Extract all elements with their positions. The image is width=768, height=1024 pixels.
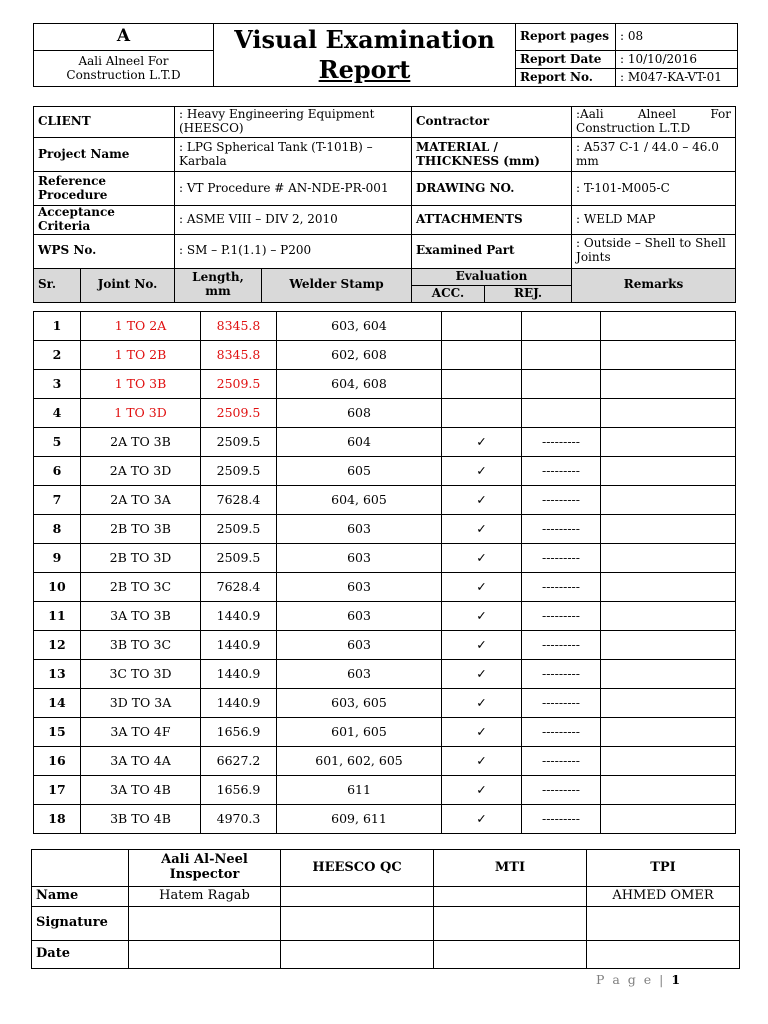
row-sr: 16 [34, 747, 81, 776]
row-acc-checkmark: ✓ [442, 805, 522, 834]
reference-procedure-label: Reference Procedure [34, 172, 175, 206]
row-rej: --------- [522, 457, 601, 486]
row-length: 7628.4 [201, 573, 277, 602]
row-sr: 18 [34, 805, 81, 834]
row-rej: --------- [522, 631, 601, 660]
row-sr: 5 [34, 428, 81, 457]
row-joint-no: 2B TO 3B [81, 515, 201, 544]
row-acc-checkmark: ✓ [442, 486, 522, 515]
table-row [34, 515, 736, 544]
inspector-header-line-2: Inspector [169, 867, 240, 882]
row-rej [522, 399, 601, 428]
heesco-qc-date [281, 941, 434, 969]
table-row [34, 399, 736, 428]
row-acc-checkmark: ✓ [442, 515, 522, 544]
row-rej: --------- [522, 805, 601, 834]
row-length: 8345.8 [201, 341, 277, 370]
table-row [34, 689, 736, 718]
inspector-name: Hatem Ragab [129, 887, 281, 907]
col-header-welder: Welder Stamp [262, 268, 412, 302]
mti-name [434, 887, 587, 907]
wps-no-label: WPS No. [34, 234, 175, 268]
tpi-date [587, 941, 740, 969]
report-title [214, 24, 516, 87]
row-remarks [601, 631, 736, 660]
row-acc-checkmark: ✓ [442, 428, 522, 457]
row-joint-no: 2A TO 3B [81, 428, 201, 457]
table-row [34, 370, 736, 399]
title-line-1: Visual Examination [234, 25, 495, 54]
row-sr: 11 [34, 602, 81, 631]
row-joint-no: 3A TO 4B [81, 776, 201, 805]
row-length: 1656.9 [201, 776, 277, 805]
row-welder-stamp: 603 [277, 602, 442, 631]
row-length: 1440.9 [201, 689, 277, 718]
row-rej: --------- [522, 689, 601, 718]
row-rej: --------- [522, 776, 601, 805]
row-welder-stamp: 603, 604 [277, 312, 442, 341]
row-welder-stamp: 603 [277, 515, 442, 544]
project-name-label: Project Name [34, 138, 175, 172]
row-acc-checkmark: ✓ [442, 544, 522, 573]
col-header-evaluation: Evaluation [412, 268, 572, 285]
tpi-header: TPI [587, 850, 740, 887]
row-remarks [601, 689, 736, 718]
row-length: 1440.9 [201, 660, 277, 689]
table-row [34, 341, 736, 370]
row-length: 2509.5 [201, 399, 277, 428]
page-label: P a g e [596, 972, 654, 987]
table-row [34, 718, 736, 747]
inspector-header [129, 850, 281, 887]
row-acc-checkmark: ✓ [442, 457, 522, 486]
row-sr: 3 [34, 370, 81, 399]
row-length: 2509.5 [201, 515, 277, 544]
reference-procedure-value: : VT Procedure # AN-NDE-PR-001 [175, 172, 412, 206]
row-remarks [601, 486, 736, 515]
row-remarks [601, 747, 736, 776]
table-row [34, 544, 736, 573]
row-rej: --------- [522, 718, 601, 747]
heesco-qc-name [281, 887, 434, 907]
project-name-value: : LPG Spherical Tank (T-101B) – Karbala [175, 138, 412, 172]
row-sr: 4 [34, 399, 81, 428]
row-joint-no: 2B TO 3D [81, 544, 201, 573]
row-acc-checkmark [442, 399, 522, 428]
tpi-name: AHMED OMER [587, 887, 740, 907]
row-joint-no: 2B TO 3C [81, 573, 201, 602]
row-joint-no: 3A TO 4F [81, 718, 201, 747]
col-header-joint: Joint No. [81, 268, 175, 302]
row-welder-stamp: 601, 602, 605 [277, 747, 442, 776]
row-sr: 14 [34, 689, 81, 718]
row-remarks [601, 805, 736, 834]
date-row-label: Date [32, 941, 129, 969]
row-rej: --------- [522, 747, 601, 776]
material-value: : A537 C-1 / 44.0 – 46.0 mm [572, 138, 736, 172]
examined-part-label: Examined Part [412, 234, 572, 268]
acceptance-criteria-value: : ASME VIII – DIV 2, 2010 [175, 206, 412, 235]
row-sr: 15 [34, 718, 81, 747]
table-row [34, 486, 736, 515]
report-pages-value: : 08 [616, 24, 738, 51]
row-rej: --------- [522, 602, 601, 631]
page-footer: P a g e | 1 [596, 972, 681, 987]
row-welder-stamp: 601, 605 [277, 718, 442, 747]
row-sr: 17 [34, 776, 81, 805]
row-length: 4970.3 [201, 805, 277, 834]
row-sr: 6 [34, 457, 81, 486]
row-joint-no: 3D TO 3A [81, 689, 201, 718]
row-length: 6627.2 [201, 747, 277, 776]
drawing-no-label: DRAWING NO. [412, 172, 572, 206]
report-date-value: : 10/10/2016 [616, 51, 738, 69]
report-no-value: : M047-KA-VT-01 [616, 69, 738, 87]
tpi-signature [587, 907, 740, 941]
row-acc-checkmark: ✓ [442, 776, 522, 805]
row-welder-stamp: 605 [277, 457, 442, 486]
attachments-label: ATTACHMENTS [412, 206, 572, 235]
row-acc-checkmark: ✓ [442, 631, 522, 660]
drawing-no-value: : T-101-M005-C [572, 172, 736, 206]
row-rej: --------- [522, 486, 601, 515]
row-welder-stamp: 604 [277, 428, 442, 457]
table-row [34, 428, 736, 457]
row-remarks [601, 399, 736, 428]
project-info-table [33, 106, 736, 303]
row-welder-stamp: 609, 611 [277, 805, 442, 834]
row-joint-no: 3A TO 3B [81, 602, 201, 631]
row-welder-stamp: 603, 605 [277, 689, 442, 718]
row-joint-no: 1 TO 2A [81, 312, 201, 341]
row-welder-stamp: 604, 608 [277, 370, 442, 399]
company-logo-letter: A [34, 24, 214, 51]
acceptance-criteria-label: Acceptance Criteria [34, 206, 175, 235]
row-rej: --------- [522, 573, 601, 602]
row-joint-no: 3B TO 4B [81, 805, 201, 834]
row-length: 2509.5 [201, 370, 277, 399]
row-joint-no: 2A TO 3D [81, 457, 201, 486]
report-no-label: Report No. [516, 69, 616, 87]
material-label: MATERIAL / THICKNESS (mm) [412, 138, 572, 172]
table-row [34, 457, 736, 486]
row-remarks [601, 544, 736, 573]
table-row [34, 602, 736, 631]
row-length: 2509.5 [201, 457, 277, 486]
joints-table [33, 311, 736, 834]
row-length: 1440.9 [201, 602, 277, 631]
row-welder-stamp: 603 [277, 631, 442, 660]
table-row [34, 660, 736, 689]
row-length: 1656.9 [201, 718, 277, 747]
heesco-qc-signature [281, 907, 434, 941]
row-joint-no: 3C TO 3D [81, 660, 201, 689]
row-remarks [601, 428, 736, 457]
row-welder-stamp: 602, 608 [277, 341, 442, 370]
inspector-date [129, 941, 281, 969]
row-welder-stamp: 603 [277, 544, 442, 573]
row-acc-checkmark: ✓ [442, 573, 522, 602]
row-sr: 7 [34, 486, 81, 515]
row-length: 8345.8 [201, 312, 277, 341]
row-sr: 13 [34, 660, 81, 689]
row-sr: 9 [34, 544, 81, 573]
signature-row-label: Signature [32, 907, 129, 941]
report-pages-label: Report pages [516, 24, 616, 51]
row-remarks [601, 457, 736, 486]
col-header-acc: ACC. [412, 285, 485, 302]
row-acc-checkmark: ✓ [442, 747, 522, 776]
row-joint-no: 1 TO 3B [81, 370, 201, 399]
row-welder-stamp: 603 [277, 573, 442, 602]
col-header-remarks: Remarks [572, 268, 736, 302]
table-row [34, 631, 736, 660]
row-length: 1440.9 [201, 631, 277, 660]
row-remarks [601, 515, 736, 544]
row-welder-stamp: 604, 605 [277, 486, 442, 515]
row-joint-no: 3A TO 4A [81, 747, 201, 776]
heesco-qc-header: HEESCO QC [281, 850, 434, 887]
company-line-1: Aali Alneel For [78, 53, 169, 68]
row-sr: 1 [34, 312, 81, 341]
row-joint-no: 1 TO 3D [81, 399, 201, 428]
row-remarks [601, 776, 736, 805]
name-row-label: Name [32, 887, 129, 907]
row-rej: --------- [522, 428, 601, 457]
company-line-2: Construction L.T.D [66, 67, 181, 82]
attachments-value: : WELD MAP [572, 206, 736, 235]
wps-no-value: : SM – P.1(1.1) – P200 [175, 234, 412, 268]
table-row [34, 747, 736, 776]
row-welder-stamp: 603 [277, 660, 442, 689]
row-remarks [601, 312, 736, 341]
signature-table [31, 849, 740, 969]
row-acc-checkmark [442, 370, 522, 399]
row-rej [522, 370, 601, 399]
row-sr: 10 [34, 573, 81, 602]
table-row [34, 573, 736, 602]
mti-header: MTI [434, 850, 587, 887]
row-rej: --------- [522, 660, 601, 689]
page-number: 1 [671, 972, 681, 987]
row-length: 2509.5 [201, 544, 277, 573]
client-label: CLIENT [34, 107, 175, 138]
row-remarks [601, 660, 736, 689]
row-remarks [601, 370, 736, 399]
table-row [34, 776, 736, 805]
row-acc-checkmark: ✓ [442, 718, 522, 747]
row-sr: 2 [34, 341, 81, 370]
inspector-header-line-1: Aali Al-Neel [161, 852, 248, 868]
table-row [34, 312, 736, 341]
row-joint-no: 1 TO 2B [81, 341, 201, 370]
row-rej: --------- [522, 515, 601, 544]
row-joint-no: 2A TO 3A [81, 486, 201, 515]
col-header-rej: REJ. [485, 285, 572, 302]
row-joint-no: 3B TO 3C [81, 631, 201, 660]
report-date-label: Report Date [516, 51, 616, 69]
row-acc-checkmark: ✓ [442, 689, 522, 718]
row-remarks [601, 718, 736, 747]
row-rej [522, 341, 601, 370]
sign-corner-cell [32, 850, 129, 887]
row-acc-checkmark [442, 312, 522, 341]
row-remarks [601, 602, 736, 631]
row-remarks [601, 341, 736, 370]
contractor-label: Contractor [412, 107, 572, 138]
mti-date [434, 941, 587, 969]
client-value: : Heavy Engineering Equipment (HEESCO) [175, 107, 412, 138]
contractor-value: :Aali Alneel For Construction L.T.D [572, 107, 736, 138]
row-welder-stamp: 608 [277, 399, 442, 428]
table-row [34, 805, 736, 834]
company-name [34, 51, 214, 87]
row-welder-stamp: 611 [277, 776, 442, 805]
row-length: 7628.4 [201, 486, 277, 515]
row-sr: 12 [34, 631, 81, 660]
col-header-sr: Sr. [34, 268, 81, 302]
row-length: 2509.5 [201, 428, 277, 457]
mti-signature [434, 907, 587, 941]
row-rej: --------- [522, 544, 601, 573]
col-header-length: Length, mm [175, 268, 262, 302]
row-rej [522, 312, 601, 341]
examined-part-value: : Outside – Shell to Shell Joints [572, 234, 736, 268]
inspector-signature [129, 907, 281, 941]
report-header [33, 23, 738, 87]
row-remarks [601, 573, 736, 602]
row-acc-checkmark [442, 341, 522, 370]
joints-table-body [34, 312, 736, 834]
row-sr: 8 [34, 515, 81, 544]
title-line-2: Report [318, 55, 411, 84]
row-acc-checkmark: ✓ [442, 602, 522, 631]
row-acc-checkmark: ✓ [442, 660, 522, 689]
